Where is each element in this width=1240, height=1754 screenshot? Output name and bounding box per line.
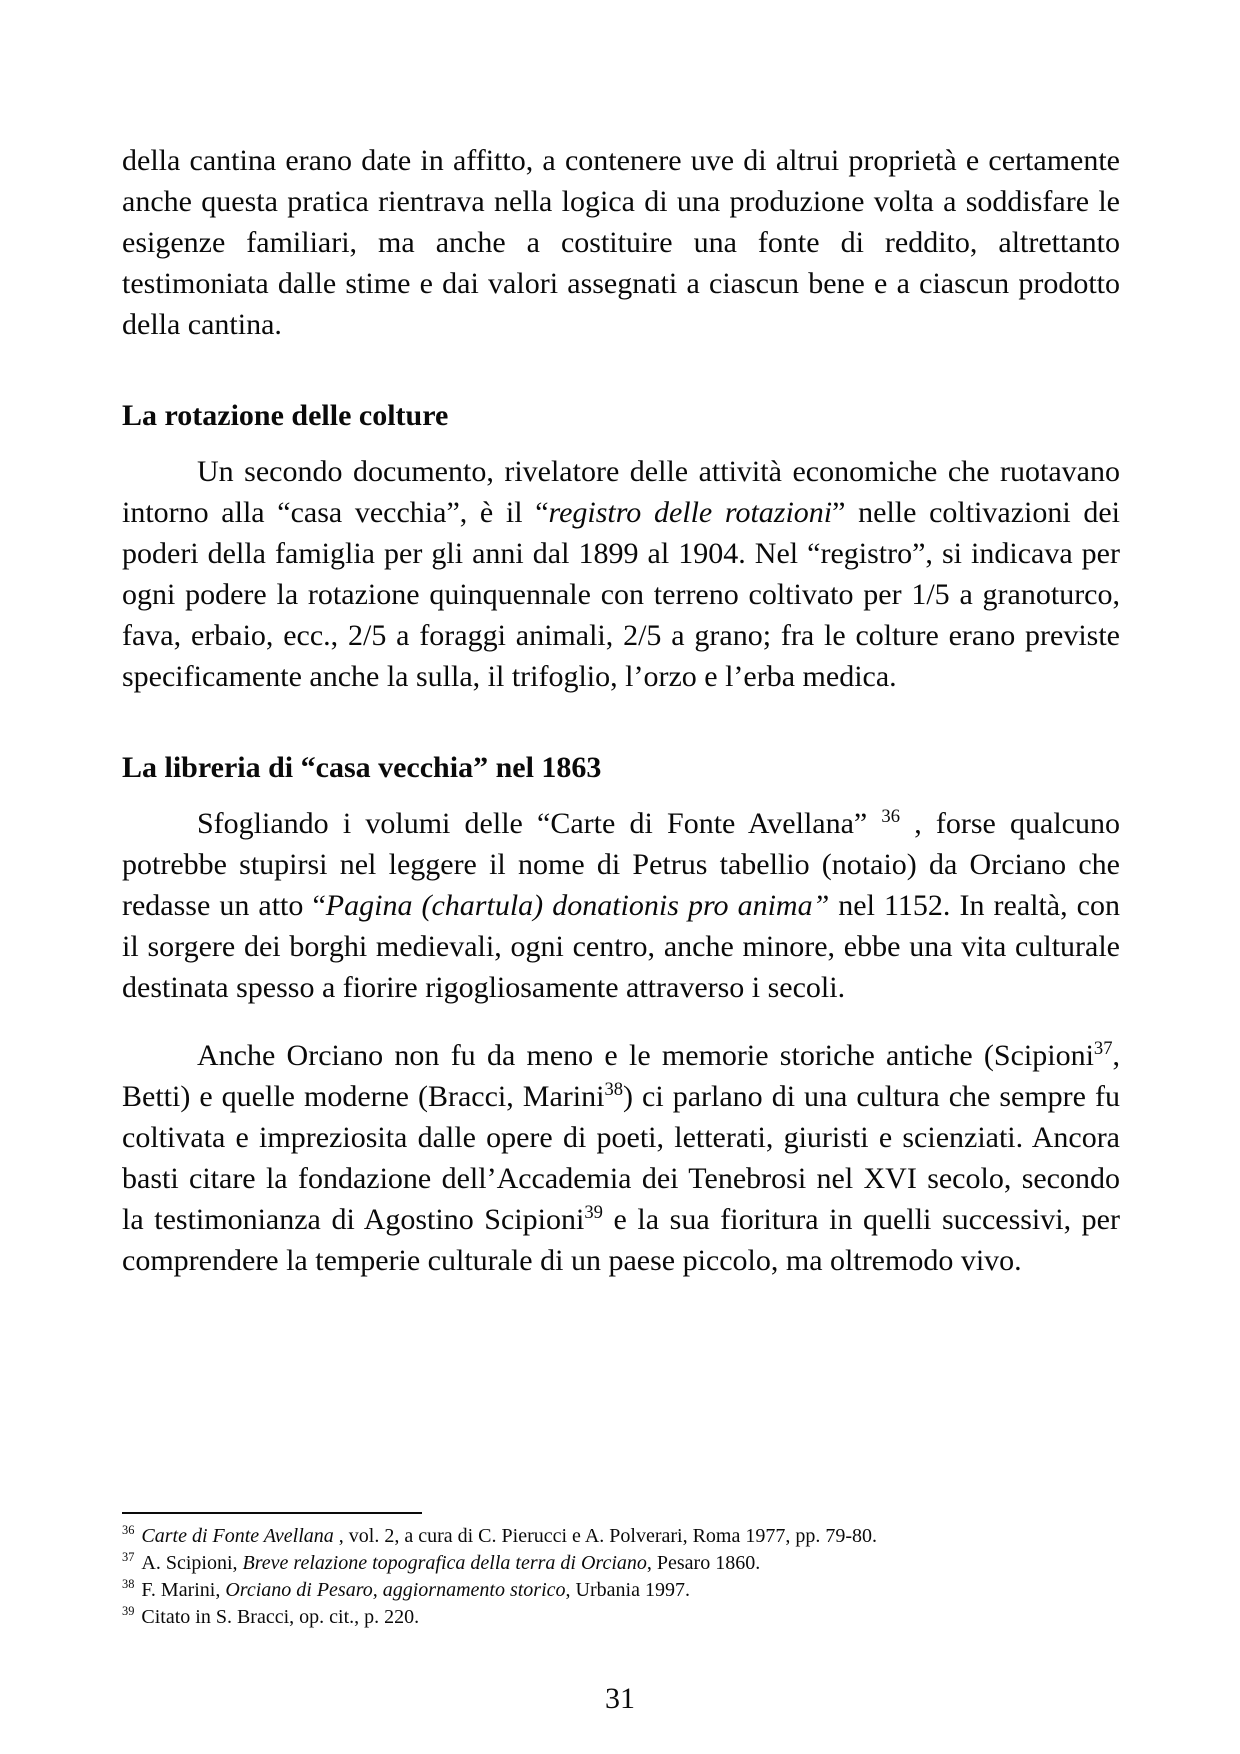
text-run: ” nelle coltivazioni dei poderi della famiglia per gli anni dal 1899 al 1904. Nel “registro”, si indicava per ogni podere la rotazione quinquennale con terreno coltivato per 1/5 a granoturco, fava, erbaio, ecc., 2/5 a foraggi animali, 2/5 a grano; fra le colture erano previste specificamente anche la sulla, il trifoglio, l’orzo e l’erba medica.: [122, 496, 1120, 693]
text-run: Orciano di Pesaro, aggiornamento storico: [225, 1579, 566, 1601]
footnote-marker: 36: [122, 1523, 135, 1538]
text-run: , forse qualcuno potrebbe stupirsi nel leggere il nome di Petrus tabellio (notaio) da Orciano che redasse un atto “: [122, 807, 1120, 922]
footnote: [122, 1550, 1120, 1577]
footnote-list: [122, 1523, 1120, 1631]
text-run: , Pesaro 1860.: [646, 1552, 761, 1574]
text-run: e la sua fioritura in quelli successivi, per comprendere la temperie culturale di un paese piccolo, ma oltremodo vivo.: [122, 1203, 1120, 1277]
footnote-ref: 39: [584, 1202, 603, 1223]
footnote-ref: 37: [1093, 1038, 1113, 1059]
text-run: F. Marini,: [141, 1579, 226, 1601]
text-run: Citato in S. Bracci, op. cit., p. 220.: [141, 1606, 420, 1628]
body-paragraph: [122, 1035, 1120, 1281]
text-run: registro delle rotazioni: [548, 496, 833, 529]
footnote-rule: [122, 1512, 422, 1514]
page-number: 31: [605, 1682, 635, 1715]
text-run: Anche Orciano non fu da meno e le memorie storiche antiche (Scipioni: [197, 1039, 1094, 1072]
text-run: della cantina erano date in affitto, a contenere uve di altrui proprietà e certamente anche questa pratica rientrava nella logica di una produzione volta a soddisfare le esigenze familiari, ma anche a costituire una fonte di reddito, altrettanto testimoniata dalle stime e dai valori assegnati a ciascun bene e a ciascun prodotto della cantina.: [122, 144, 1120, 341]
footnote: [122, 1577, 1120, 1604]
text-run: Pagina (chartula) donationis pro anima”: [325, 889, 830, 922]
text-run: La libreria di “casa vecchia” nel 1863: [122, 751, 602, 784]
text-run: Carte di Fonte Avellana: [141, 1525, 339, 1547]
footnote-ref: 36: [881, 806, 901, 827]
text-run: Un secondo documento, rivelatore delle attività economiche che ruotavano intorno alla “casa vecchia”, è il “: [122, 455, 1120, 529]
text-run: , vol. 2, a cura di C. Pierucci e A. Polverari, Roma 1977, pp. 79-80.: [338, 1525, 878, 1547]
footnote-marker: 38: [122, 1577, 135, 1592]
section-heading: [122, 747, 1120, 788]
body-paragraph: [122, 140, 1120, 345]
text-run: A. Scipioni,: [141, 1552, 243, 1574]
text-run: , Betti) e quelle moderne (Bracci, Marini: [122, 1039, 1120, 1113]
footnote: [122, 1523, 1120, 1550]
text-run: Breve relazione topografica della terra di Orciano: [242, 1552, 647, 1574]
footnote: [122, 1604, 1120, 1631]
footnotes: [122, 1512, 1120, 1631]
text-run: La rotazione delle colture: [122, 399, 449, 432]
text-run: , Urbania 1997.: [565, 1579, 690, 1601]
text-run: ) ci parlano di una cultura che sempre fu coltivata e impreziosita dalle opere di poeti, letterati, giuristi e scienziati. Ancora basti citare la fondazione dell’Accademia dei Tenebrosi nel XVI secolo, secondo la testimonianza di Agostino Scipioni: [122, 1080, 1120, 1236]
footnote-ref: 38: [604, 1079, 624, 1100]
section-heading: [122, 395, 1120, 436]
footnote-marker: 39: [122, 1604, 135, 1619]
text-block: [122, 140, 1120, 1308]
text-run: nel 1152. In realtà, con il sorgere dei borghi medievali, ogni centro, anche minore, ebbe una vita culturale destinata spesso a fiorire rigogliosamente attraverso i secoli.: [122, 889, 1120, 1004]
text-run: Sfogliando i volumi delle “Carte di Fonte Avellana”: [197, 807, 882, 840]
footnote-marker: 37: [122, 1550, 135, 1565]
body-paragraph: [122, 803, 1120, 1008]
body-paragraph: [122, 451, 1120, 697]
